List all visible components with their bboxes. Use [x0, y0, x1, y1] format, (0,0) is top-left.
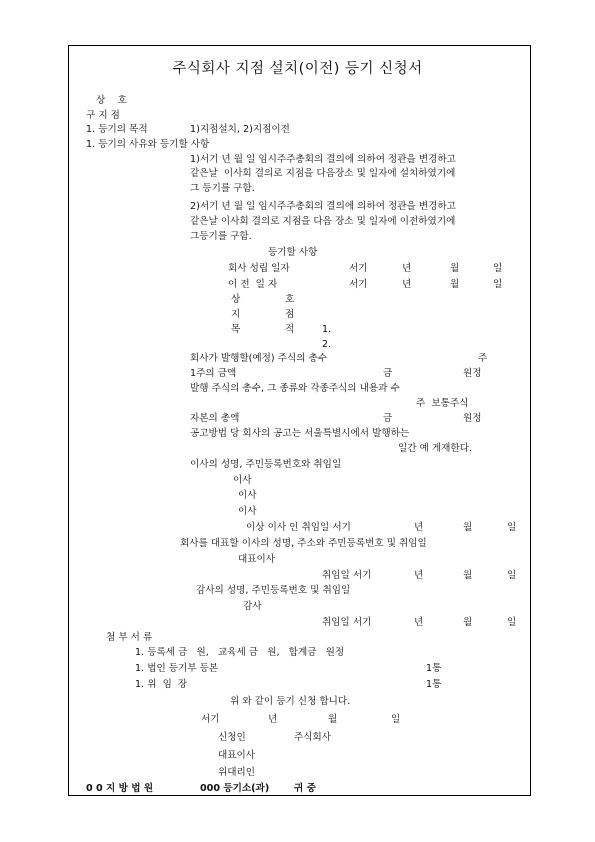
applicant-company: 주식회사 [294, 732, 332, 743]
rep-day: 일 [507, 570, 517, 581]
items-title: 등기할 사항 [268, 247, 318, 258]
issued-shares-common: 주 보통주식 [416, 398, 469, 409]
item-jeok: 적 [285, 324, 295, 335]
auditor-year: 년 [414, 617, 424, 628]
attachment-register: 1. 법인 등기부 등본 [135, 663, 219, 674]
per-share-geum: 금 [383, 368, 393, 379]
move-year: 년 [402, 279, 412, 290]
shares-total-label: 회사가 발행할(예정) 주식의 총수 [190, 353, 328, 364]
rep-director-label: 회사를 대표할 이사의 성명, 주소와 주민등록번호 및 취임일 [180, 538, 427, 549]
est-year: 년 [402, 263, 412, 274]
attachment-power-of-attorney: 1. 위 임 장 [135, 679, 188, 690]
sign-month: 월 [328, 714, 338, 725]
item-num-1: 1. [322, 324, 332, 335]
attachment-register-count: 1통 [426, 663, 442, 674]
rep-director: 대표이사 [238, 554, 276, 565]
sign-day: 일 [391, 714, 401, 725]
item-sang: 상 [231, 294, 241, 305]
issued-shares-label: 발행 주식의 총수, 그 종류와 각종주식의 내용과 수 [190, 383, 400, 394]
notice-method: 공고방법 당 회사의 공고는 서울특별시에서 발행하는 [190, 428, 410, 439]
director-2: 이사 [238, 490, 257, 501]
reason-label: 1. 등기의 사유와 등기할 사항 [86, 139, 210, 150]
auditor: 감사 [243, 601, 262, 612]
est-seogi: 서기 [349, 263, 368, 274]
sign-year: 년 [268, 714, 278, 725]
notice-method-2: 일간 예 게재한다. [398, 443, 473, 454]
per-share-label: 1주의 금액 [190, 368, 237, 379]
representative-label: 대표이사 [218, 750, 256, 761]
label-sangho: 상 호 [96, 95, 127, 106]
director-1: 이사 [233, 475, 252, 486]
capital-geum: 금 [383, 413, 393, 424]
purpose-label: 1. 등기의 목적 [86, 124, 148, 135]
item-ji: 지 [231, 309, 241, 320]
move-month: 월 [450, 279, 460, 290]
reason-1-line-1: 1)서기 년 월 일 임시주주총회의 결의에 의하여 정관을 변경하고 [190, 154, 456, 165]
attachment-poa-count: 1통 [426, 679, 442, 690]
attachments-title: 첨 부 서 류 [106, 632, 153, 643]
auditor-day: 일 [507, 617, 517, 628]
addressee-gwijung: 귀 중 [294, 783, 316, 794]
item-ho: 호 [285, 294, 295, 305]
reason-1-line-2: 같은날 이사회 결의로 지점을 다음장소 및 일자에 설치하였기에 [190, 168, 456, 179]
auditor-label: 감사의 성명, 주민등록번호 및 취임일 [196, 585, 351, 596]
item-jeom: 점 [285, 309, 295, 320]
directors-appointment: 이상 이사 인 취임일 서기 [246, 522, 351, 533]
est-month: 월 [450, 263, 460, 274]
rep-appointment: 취임일 서기 [322, 570, 372, 581]
directors-label: 이사의 성명, 주민등록번호와 취임일 [190, 459, 342, 470]
attachment-fees: 1. 등록세 금 원, 교육세 금 원, 합계금 원정 [135, 647, 345, 658]
court-name: 0 0 지 방 법 원 [86, 783, 154, 794]
purpose-value: 1)지점설치, 2)지점이전 [190, 124, 290, 135]
label-old-branch: 구 지 점 [86, 110, 120, 121]
auditor-appointment: 취임일 서기 [322, 617, 372, 628]
agent-label: 위대리인 [218, 767, 256, 778]
directors-day: 일 [507, 522, 517, 533]
est-day: 일 [493, 263, 503, 274]
auditor-month: 월 [463, 617, 473, 628]
reason-1-line-3: 그 등기를 구함. [190, 183, 255, 194]
move-seogi: 서기 [349, 279, 368, 290]
document-title: 주식회사 지점 설치(이전) 등기 신청서 [172, 61, 423, 77]
registry-office: 000 등기소(과) [200, 783, 270, 794]
per-share-wonjeong: 원정 [463, 368, 482, 379]
directors-month: 월 [463, 522, 473, 533]
move-date-label: 이 전 일 자 [228, 279, 278, 290]
est-date-label: 회사 성립 일자 [228, 263, 290, 274]
rep-year: 년 [414, 570, 424, 581]
capital-label: 자본의 총액 [190, 413, 240, 424]
item-num-2: 2. [322, 339, 332, 350]
item-mok: 목 [231, 324, 241, 335]
application-statement: 위 와 같이 등기 신청 합니다. [230, 696, 351, 707]
reason-2-line-1: 2)서기 년 월 일 임시주주총회의 결의에 의하여 정관을 변경하고 [190, 201, 456, 212]
applicant-label: 신청인 [218, 732, 246, 743]
director-3: 이사 [238, 506, 257, 517]
reason-2-line-3: 그등기를 구함. [190, 231, 252, 242]
directors-year: 년 [414, 522, 424, 533]
shares-total-unit: 주 [478, 353, 488, 364]
sign-seogi: 서기 [201, 714, 220, 725]
reason-2-line-2: 같은날 이사회 결의로 지점을 다음 장소 및 일자에 이전하였기에 [190, 216, 456, 227]
move-day: 일 [493, 279, 503, 290]
rep-month: 월 [463, 570, 473, 581]
capital-wonjeong: 원정 [463, 413, 482, 424]
